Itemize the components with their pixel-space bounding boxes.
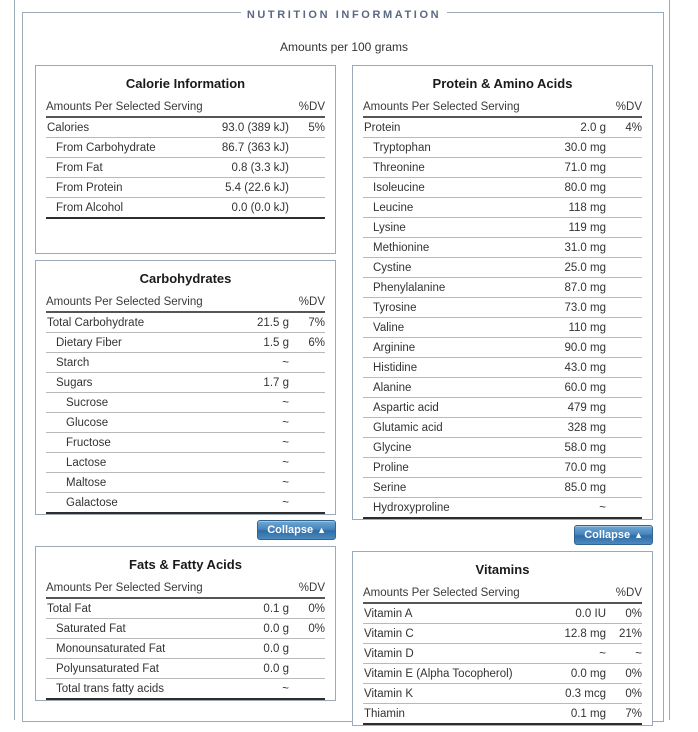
nutrient-name: Cystine <box>363 258 555 278</box>
nutrient-name: Saturated Fat <box>46 619 255 639</box>
nutrient-value: 87.0 mg <box>555 278 606 298</box>
header-amounts-label: Amounts Per Selected Serving <box>46 581 255 598</box>
nutrient-value: 58.0 mg <box>555 438 606 458</box>
panel-bottom-spacer <box>46 219 325 253</box>
nutrient-value: ~ <box>248 453 289 473</box>
nutrient-dv <box>289 473 325 493</box>
nutrient-value: 80.0 mg <box>555 178 606 198</box>
nutrient-name: From Carbohydrate <box>46 138 216 158</box>
nutrient-dv <box>289 158 325 178</box>
table-header-row <box>363 100 642 117</box>
nutrient-name: Alanine <box>363 378 555 398</box>
nutrient-value: 1.5 g <box>248 333 289 353</box>
table-row <box>363 624 642 644</box>
nutrient-name: Threonine <box>363 158 555 178</box>
nutrient-name: Total Carbohydrate <box>46 312 248 333</box>
table-row <box>46 312 325 333</box>
nutrient-dv <box>606 258 642 278</box>
nutrient-value: 30.0 mg <box>555 138 606 158</box>
left-column <box>23 65 344 732</box>
nutrient-dv: 7% <box>606 704 642 725</box>
nutrient-dv: ~ <box>606 644 642 664</box>
nutrient-dv <box>289 178 325 198</box>
collapse-button-protein[interactable] <box>574 525 653 545</box>
table-row <box>46 679 325 700</box>
nutrient-name: Thiamin <box>363 704 555 725</box>
nutrient-dv <box>606 458 642 478</box>
nutrient-value: 110 mg <box>555 318 606 338</box>
nutrient-dv <box>606 418 642 438</box>
header-value-spacer <box>248 295 289 312</box>
table-calorie-information <box>46 100 325 219</box>
table-row <box>46 353 325 373</box>
table-row <box>363 498 642 519</box>
nutrient-name: From Fat <box>46 158 216 178</box>
nutrient-dv: 0% <box>289 619 325 639</box>
table-row <box>363 418 642 438</box>
nutrient-dv: 6% <box>289 333 325 353</box>
nutrient-dv <box>606 158 642 178</box>
nutrition-information-fieldset <box>22 9 664 722</box>
nutrient-name: Polyunsaturated Fat <box>46 659 255 679</box>
nutrient-name: Protein <box>363 117 555 138</box>
nutrient-name: Leucine <box>363 198 555 218</box>
table-row <box>363 438 642 458</box>
table-row <box>46 433 325 453</box>
header-value-spacer <box>555 100 606 117</box>
nutrient-value: 328 mg <box>555 418 606 438</box>
nutrient-dv <box>289 353 325 373</box>
table-row <box>363 178 642 198</box>
table-vitamins <box>363 586 642 725</box>
table-row <box>363 278 642 298</box>
nutrient-dv <box>606 478 642 498</box>
nutrient-value: 70.0 mg <box>555 458 606 478</box>
table-row <box>363 318 642 338</box>
table-header-row <box>46 295 325 312</box>
nutrient-name: Dietary Fiber <box>46 333 248 353</box>
table-row <box>46 598 325 619</box>
table-header-row <box>46 100 325 117</box>
caret-up-icon: ▲ <box>634 530 643 540</box>
nutrient-dv <box>289 198 325 219</box>
nutrient-name: From Alcohol <box>46 198 216 219</box>
table-header-row <box>363 586 642 603</box>
nutrient-name: Vitamin E (Alpha Tocopherol) <box>363 664 555 684</box>
nutrient-value: 73.0 mg <box>555 298 606 318</box>
table-row <box>363 358 642 378</box>
table-row <box>363 198 642 218</box>
nutrient-value: ~ <box>555 644 606 664</box>
nutrient-value: 2.0 g <box>555 117 606 138</box>
nutrient-value: 60.0 mg <box>555 378 606 398</box>
table-row <box>46 138 325 158</box>
nutrient-name: Hydroxyproline <box>363 498 555 519</box>
nutrient-name: Serine <box>363 478 555 498</box>
nutrient-dv <box>606 398 642 418</box>
nutrient-value: 85.0 mg <box>555 478 606 498</box>
nutrient-dv <box>606 438 642 458</box>
header-amounts-label: Amounts Per Selected Serving <box>363 100 555 117</box>
nutrient-dv <box>606 178 642 198</box>
nutrient-dv <box>289 138 325 158</box>
nutrient-dv <box>606 378 642 398</box>
header-amounts-label: Amounts Per Selected Serving <box>46 295 248 312</box>
nutrient-name: Tyrosine <box>363 298 555 318</box>
nutrient-value: ~ <box>248 493 289 514</box>
table-row <box>363 298 642 318</box>
nutrient-name: Glucose <box>46 413 248 433</box>
nutrient-dv: 0% <box>606 684 642 704</box>
nutrient-value: 1.7 g <box>248 373 289 393</box>
table-row <box>46 333 325 353</box>
nutrient-dv <box>289 659 325 679</box>
panel-title-calorie-information: Calorie Information <box>125 76 246 91</box>
nutrient-dv: 21% <box>606 624 642 644</box>
nutrient-name: Sucrose <box>46 393 248 413</box>
nutrient-dv <box>289 393 325 413</box>
table-body <box>46 581 325 699</box>
caret-up-icon: ▲ <box>317 525 326 535</box>
nutrient-value: ~ <box>248 433 289 453</box>
table-row <box>363 158 642 178</box>
nutrient-value: 119 mg <box>555 218 606 238</box>
nutrient-name: Lysine <box>363 218 555 238</box>
nutrient-dv <box>289 413 325 433</box>
nutrient-dv <box>606 238 642 258</box>
nutrient-value: 0.0 IU <box>555 603 606 624</box>
table-row <box>363 338 642 358</box>
header-dv-label: %DV <box>289 581 325 598</box>
nutrient-value: 0.0 g <box>255 639 289 659</box>
panel-title-fats-fatty-acids: Fats & Fatty Acids <box>129 557 242 572</box>
fieldset-legend-text: NUTRITION INFORMATION <box>241 8 447 22</box>
collapse-bar-protein <box>352 525 653 545</box>
panel-calorie-information <box>35 65 336 254</box>
nutrient-dv <box>606 138 642 158</box>
nutrient-name: Vitamin A <box>363 603 555 624</box>
table-body <box>363 586 642 724</box>
nutrient-name: Phenylalanine <box>363 278 555 298</box>
nutrient-dv: 0% <box>606 603 642 624</box>
table-row <box>363 478 642 498</box>
nutrient-value: ~ <box>555 498 606 519</box>
table-row <box>46 393 325 413</box>
collapse-bar-carbohydrates <box>35 520 336 540</box>
table-row <box>46 413 325 433</box>
panel-columns <box>23 65 665 732</box>
nutrient-name: Aspartic acid <box>363 398 555 418</box>
table-row <box>46 493 325 514</box>
nutrient-name: Lactose <box>46 453 248 473</box>
table-carbohydrates <box>46 295 325 514</box>
nutrient-value: 118 mg <box>555 198 606 218</box>
nutrient-name: Galactose <box>46 493 248 514</box>
table-row <box>363 603 642 624</box>
table-row <box>363 398 642 418</box>
header-value-spacer <box>216 100 289 117</box>
nutrient-dv <box>289 493 325 514</box>
panel-title-vitamins: Vitamins <box>475 562 530 577</box>
collapse-button-carbohydrates[interactable] <box>257 520 336 540</box>
table-row <box>363 238 642 258</box>
panel-protein-amino-acids <box>352 65 653 520</box>
nutrient-value: 43.0 mg <box>555 358 606 378</box>
header-value-spacer <box>555 586 606 603</box>
nutrient-name: Arginine <box>363 338 555 358</box>
nutrient-value: 0.8 (3.3 kJ) <box>216 158 289 178</box>
nutrient-value: 0.0 g <box>255 659 289 679</box>
nutrient-name: Monounsaturated Fat <box>46 639 255 659</box>
nutrient-name: Glycine <box>363 438 555 458</box>
nutrient-dv <box>606 278 642 298</box>
nutrient-dv <box>289 373 325 393</box>
nutrient-dv <box>289 433 325 453</box>
table-row <box>363 458 642 478</box>
nutrient-value: ~ <box>255 679 289 700</box>
nutrient-name: Total Fat <box>46 598 255 619</box>
header-dv-label: %DV <box>606 100 642 117</box>
panel-vitamins <box>352 551 653 726</box>
nutrient-dv <box>606 198 642 218</box>
nutrient-value: 21.5 g <box>248 312 289 333</box>
nutrient-dv <box>606 298 642 318</box>
table-row <box>46 158 325 178</box>
nutrient-name: Histidine <box>363 358 555 378</box>
nutrient-dv <box>289 679 325 700</box>
table-row <box>363 684 642 704</box>
table-body <box>46 100 325 218</box>
nutrient-value: 93.0 (389 kJ) <box>216 117 289 138</box>
nutrient-value: ~ <box>248 413 289 433</box>
table-row <box>363 644 642 664</box>
nutrient-value: 12.8 mg <box>555 624 606 644</box>
panel-title-protein-amino-acids: Protein & Amino Acids <box>432 76 573 91</box>
table-row <box>363 138 642 158</box>
nutrient-name: Vitamin C <box>363 624 555 644</box>
nutrient-dv <box>606 338 642 358</box>
panel-title-carbohydrates: Carbohydrates <box>139 271 232 286</box>
table-row <box>46 117 325 138</box>
nutrient-value: ~ <box>248 353 289 373</box>
header-amounts-label: Amounts Per Selected Serving <box>363 586 555 603</box>
table-row <box>46 373 325 393</box>
table-row <box>46 198 325 219</box>
nutrient-dv <box>606 358 642 378</box>
table-row <box>46 453 325 473</box>
nutrient-name: Valine <box>363 318 555 338</box>
table-row <box>363 117 642 138</box>
nutrient-value: 0.3 mcg <box>555 684 606 704</box>
nutrient-value: ~ <box>248 473 289 493</box>
nutrient-value: 479 mg <box>555 398 606 418</box>
panel-carbohydrates <box>35 260 336 515</box>
table-body <box>46 295 325 513</box>
table-protein-amino-acids <box>363 100 642 519</box>
nutrient-value: 90.0 mg <box>555 338 606 358</box>
header-dv-label: %DV <box>289 100 325 117</box>
nutrient-name: Calories <box>46 117 216 138</box>
nutrient-name: From Protein <box>46 178 216 198</box>
table-body <box>363 100 642 518</box>
nutrient-name: Fructose <box>46 433 248 453</box>
nutrient-value: 0.1 g <box>255 598 289 619</box>
nutrient-value: 31.0 mg <box>555 238 606 258</box>
nutrient-dv <box>289 453 325 473</box>
nutrient-name: Maltose <box>46 473 248 493</box>
table-row <box>46 619 325 639</box>
nutrient-dv: 7% <box>289 312 325 333</box>
right-column <box>344 65 665 732</box>
nutrient-name: Isoleucine <box>363 178 555 198</box>
nutrient-dv: 0% <box>606 664 642 684</box>
table-row <box>363 664 642 684</box>
nutrient-value: 0.0 mg <box>555 664 606 684</box>
nutrient-value: 0.1 mg <box>555 704 606 725</box>
nutrient-dv <box>606 318 642 338</box>
nutrient-name: Sugars <box>46 373 248 393</box>
nutrient-name: Glutamic acid <box>363 418 555 438</box>
nutrient-name: Vitamin D <box>363 644 555 664</box>
nutrient-dv <box>606 218 642 238</box>
nutrient-name: Proline <box>363 458 555 478</box>
collapse-button-label: Collapse <box>584 529 631 541</box>
nutrient-name: Starch <box>46 353 248 373</box>
nutrient-dv: 0% <box>289 598 325 619</box>
panel-fats-fatty-acids <box>35 546 336 701</box>
header-amounts-label: Amounts Per Selected Serving <box>46 100 216 117</box>
nutrient-value: ~ <box>248 393 289 413</box>
table-row <box>46 178 325 198</box>
nutrient-name: Methionine <box>363 238 555 258</box>
table-row <box>363 218 642 238</box>
table-row <box>46 659 325 679</box>
nutrient-value: 0.0 (0.0 kJ) <box>216 198 289 219</box>
nutrient-dv <box>606 498 642 519</box>
header-dv-label: %DV <box>606 586 642 603</box>
table-fats-fatty-acids <box>46 581 325 700</box>
serving-subtitle: Amounts per 100 grams <box>279 40 409 54</box>
table-header-row <box>46 581 325 598</box>
nutrient-value: 25.0 mg <box>555 258 606 278</box>
table-row <box>363 378 642 398</box>
table-row <box>46 473 325 493</box>
header-value-spacer <box>255 581 289 598</box>
nutrient-dv <box>289 639 325 659</box>
nutrient-value: 86.7 (363 kJ) <box>216 138 289 158</box>
table-row <box>363 704 642 725</box>
nutrient-value: 0.0 g <box>255 619 289 639</box>
nutrient-dv: 5% <box>289 117 325 138</box>
nutrient-dv: 4% <box>606 117 642 138</box>
nutrient-value: 71.0 mg <box>555 158 606 178</box>
nutrient-value: 5.4 (22.6 kJ) <box>216 178 289 198</box>
header-dv-label: %DV <box>289 295 325 312</box>
table-row <box>46 639 325 659</box>
nutrient-name: Tryptophan <box>363 138 555 158</box>
nutrient-name: Vitamin K <box>363 684 555 704</box>
collapse-button-label: Collapse <box>267 524 314 536</box>
nutrient-name: Total trans fatty acids <box>46 679 255 700</box>
table-row <box>363 258 642 278</box>
